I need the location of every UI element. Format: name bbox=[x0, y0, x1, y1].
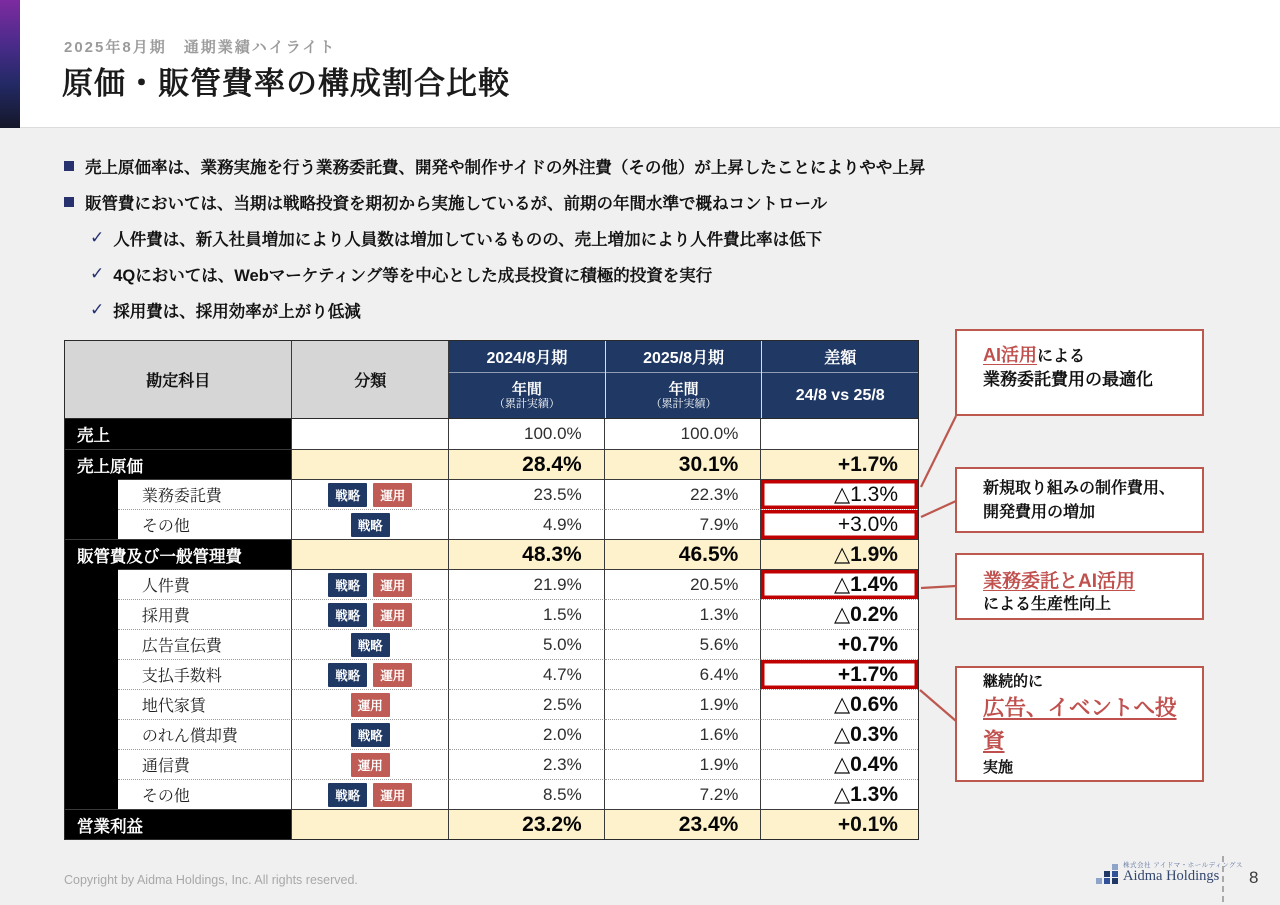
table-row-outsourcing: 業務委託費 戦略 運用 23.5% 22.3% △1.3% bbox=[65, 479, 918, 509]
table-row-sga: 販管費及び一般管理費 48.3% 46.5% △1.9% bbox=[65, 539, 918, 569]
tag-strategy: 戦略 bbox=[328, 783, 367, 807]
tag-operation: 運用 bbox=[373, 573, 412, 597]
callout-ad-investment: 継続的に 広告、イベントへ投資 実施 bbox=[955, 666, 1204, 782]
highlighted-diff-cell: △1.3% bbox=[761, 479, 918, 509]
header-band bbox=[0, 0, 1280, 128]
check-icon: ✓ bbox=[90, 264, 105, 283]
check-icon: ✓ bbox=[90, 300, 105, 319]
table-row-advertising: 広告宣伝費 戦略 5.0% 5.6% +0.7% bbox=[65, 629, 918, 659]
tag-strategy: 戦略 bbox=[328, 573, 367, 597]
tag-strategy: 戦略 bbox=[328, 603, 367, 627]
company-logo bbox=[1096, 862, 1243, 885]
accent-gradient-bar bbox=[0, 0, 20, 128]
highlighted-diff-cell: △1.4% bbox=[761, 569, 918, 599]
callout-highlight: 業務委託とAI活用 bbox=[983, 571, 1136, 592]
table-row-sga-other: その他 戦略 運用 8.5% 7.2% △1.3% bbox=[65, 779, 918, 809]
footer-divider bbox=[1222, 856, 1224, 902]
table-row-cogs-other: その他 戦略 4.9% 7.9% +3.0% bbox=[65, 509, 918, 539]
bullet-item bbox=[64, 154, 964, 178]
bullet-text: 販管費においては、当期は戦略投資を期初から実施しているが、前期の年間水準で概ねコントロール bbox=[85, 195, 828, 213]
page-title: 原価・販管費率の構成割合比較 bbox=[62, 66, 510, 101]
square-bullet-icon bbox=[64, 197, 74, 207]
logo-blocks-icon bbox=[1096, 863, 1118, 885]
callout-new-initiatives: 新規取り組みの制作費用、 開発費用の増加 bbox=[955, 467, 1204, 533]
tag-operation: 運用 bbox=[373, 603, 412, 627]
table-row-sales: 売上 100.0% 100.0% bbox=[65, 419, 918, 449]
highlighted-diff-cell: +3.0% bbox=[761, 509, 918, 539]
bullet-item bbox=[64, 190, 964, 214]
table-row-operating-income: 営業利益 23.2% 23.4% +0.1% bbox=[65, 809, 918, 839]
summary-bullets bbox=[64, 154, 964, 334]
logo-company-name-small: 株式会社 アイドマ・ホールディングス bbox=[1123, 862, 1243, 869]
callout-highlight: 広告、イベントへ投資 bbox=[983, 696, 1177, 753]
header-diff: 差額 24/8 vs 25/8 bbox=[761, 341, 918, 418]
check-text: 4Qにおいては、Webマーケティング等を中心とした成長投資に積極的投資を実行 bbox=[113, 267, 713, 285]
tag-strategy: 戦略 bbox=[328, 483, 367, 507]
logo-company-name: Aidma Holdings bbox=[1123, 868, 1220, 885]
check-icon: ✓ bbox=[90, 228, 105, 247]
callout-ai-optimization: AI活用による 業務委託費用の最適化 bbox=[955, 329, 1204, 416]
table-row-communication: 通信費 運用 2.3% 1.9% △0.4% bbox=[65, 749, 918, 779]
cost-comparison-table bbox=[64, 340, 919, 840]
copyright-text: Copyright by Aidma Holdings, Inc. All rights reserved. bbox=[64, 873, 358, 887]
tag-operation: 運用 bbox=[373, 483, 412, 507]
bullet-text: 売上原価率は、業務実施を行う業務委託費、開発や制作サイドの外注費（その他）が上昇したことによりやや上昇 bbox=[85, 159, 926, 177]
check-text: 採用費は、採用効率が上がり低減 bbox=[113, 303, 361, 321]
check-item bbox=[90, 226, 964, 250]
callout-highlight: AI活用 bbox=[983, 345, 1037, 365]
header-account: 勘定科目 bbox=[65, 341, 292, 418]
check-text: 人件費は、新入社員増加により人員数は増加しているものの、売上増加により人件費比率は低下 bbox=[113, 231, 823, 249]
square-bullet-icon bbox=[64, 161, 74, 171]
tag-operation: 運用 bbox=[351, 693, 390, 717]
table-row-fees: 支払手数料 戦略 運用 4.7% 6.4% +1.7% bbox=[65, 659, 918, 689]
check-item bbox=[90, 298, 964, 322]
table-row-rent: 地代家賃 運用 2.5% 1.9% △0.6% bbox=[65, 689, 918, 719]
table-header bbox=[65, 341, 918, 419]
tag-strategy: 戦略 bbox=[351, 723, 390, 747]
slide-eyebrow: 2025年8月期 通期業績ハイライト bbox=[64, 39, 337, 56]
table-row-cogs: 売上原価 28.4% 30.1% +1.7% bbox=[65, 449, 918, 479]
tag-operation: 運用 bbox=[373, 783, 412, 807]
highlighted-diff-cell: +1.7% bbox=[761, 659, 918, 689]
page-number: 8 bbox=[1249, 868, 1259, 887]
tag-strategy: 戦略 bbox=[351, 513, 390, 537]
tag-strategy: 戦略 bbox=[351, 633, 390, 657]
table-row-recruiting: 採用費 戦略 運用 1.5% 1.3% △0.2% bbox=[65, 599, 918, 629]
table-row-personnel: 人件費 戦略 運用 21.9% 20.5% △1.4% bbox=[65, 569, 918, 599]
callout-productivity: 業務委託とAI活用 による生産性向上 bbox=[955, 553, 1204, 620]
header-fy2025: 2025/8月期 年間 （累計実績） bbox=[605, 341, 762, 418]
check-item bbox=[90, 262, 964, 286]
tag-operation: 運用 bbox=[351, 753, 390, 777]
table-row-goodwill: のれん償却費 戦略 2.0% 1.6% △0.3% bbox=[65, 719, 918, 749]
tag-operation: 運用 bbox=[373, 663, 412, 687]
header-category: 分類 bbox=[292, 341, 449, 418]
tag-strategy: 戦略 bbox=[328, 663, 367, 687]
header-fy2024: 2024/8月期 年間 （累計実績） bbox=[449, 341, 605, 418]
